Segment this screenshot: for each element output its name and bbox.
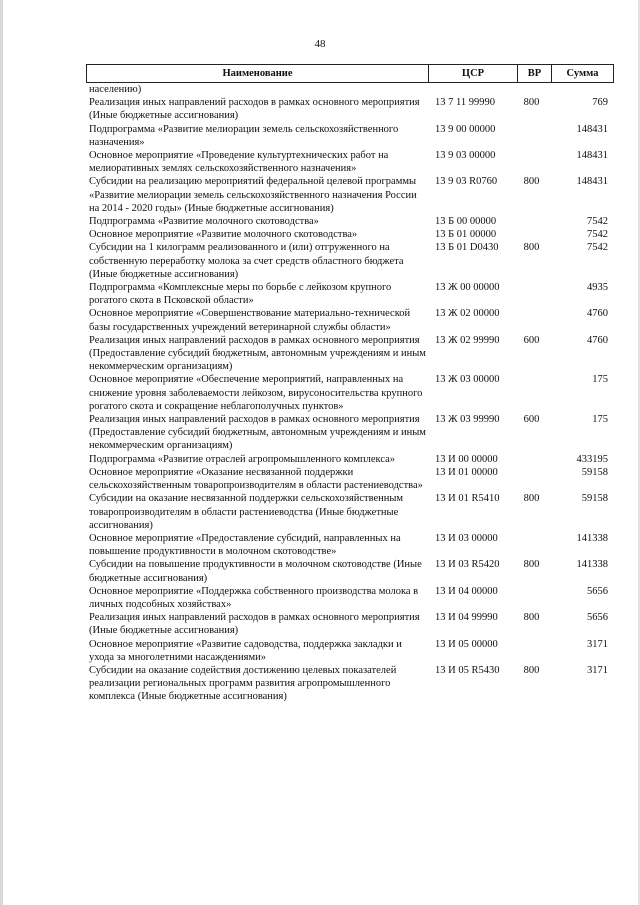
row-csr: 13 И 04 00000 xyxy=(435,585,498,597)
row-name: Реализация иных направлений расходов в рамках основного мероприятия (Иные бюджетные ассигнования) xyxy=(89,612,420,637)
row-sum: 141338 xyxy=(576,532,608,544)
row-sum: 7542 xyxy=(587,229,608,241)
row-name: Субсидии на реализацию мероприятий федеральной целевой программы «Развитие мелиорации земель сельскохозяйственного назначения России на 2014 - 2020 годы» (Иные бюджетные ассигнования) xyxy=(89,176,417,214)
budget-table xyxy=(86,64,614,704)
row-csr: 13 9 03 00000 xyxy=(435,150,496,162)
row-vr: 800 xyxy=(523,559,540,571)
header-csr: ЦСР xyxy=(429,65,518,82)
row-vr xyxy=(515,149,548,175)
row-name: Основное мероприятие «Поддержка собственного производства молока в личных подсобных хозяйствах» xyxy=(89,585,419,610)
row-csr: 13 И 01 00000 xyxy=(435,466,498,478)
row-vr xyxy=(515,281,548,307)
row-vr: 800 xyxy=(523,97,540,109)
row-vr xyxy=(515,638,548,664)
header-sum: Сумма xyxy=(566,68,599,79)
row-vr: 600 xyxy=(523,414,540,426)
table-row xyxy=(86,558,614,584)
row-csr: 13 И 00 00000 xyxy=(435,453,498,465)
row-sum: 59158 xyxy=(581,466,608,478)
row-csr: 13 Ж 03 99990 xyxy=(435,414,500,426)
table-row xyxy=(86,585,614,611)
row-csr: 13 И 05 00000 xyxy=(435,638,498,650)
row-sum: 5656 xyxy=(587,585,608,597)
row-vr xyxy=(515,228,548,241)
table-row xyxy=(86,228,614,241)
table-body xyxy=(86,83,614,704)
scan-edge-left xyxy=(0,0,3,905)
row-csr: 13 И 03 00000 xyxy=(435,532,498,544)
row-vr: 800 xyxy=(523,612,540,624)
row-csr: 13 Б 01 D0430 xyxy=(435,242,499,254)
row-sum: 3171 xyxy=(587,664,608,676)
row-vr xyxy=(515,453,548,466)
row-vr xyxy=(515,83,548,96)
row-name: Субсидии на оказание содействия достижению целевых показателей реализации региональных программ развития агропромышленного комплекса (Иные бюджетные ассигнования) xyxy=(89,664,397,703)
table-row xyxy=(86,83,614,96)
row-csr: 13 Ж 02 00000 xyxy=(435,308,500,320)
row-vr xyxy=(515,307,548,333)
row-sum: 769 xyxy=(592,97,608,109)
row-sum: 175 xyxy=(592,414,608,426)
table-row xyxy=(86,175,614,215)
row-sum xyxy=(548,83,614,96)
table-row xyxy=(86,638,614,664)
row-vr: 800 xyxy=(523,176,540,188)
row-name: Подпрограмма «Развитие отраслей агропромышленного комплекса» xyxy=(89,453,396,465)
row-sum: 148431 xyxy=(576,176,608,188)
row-csr xyxy=(427,83,515,96)
table-row xyxy=(86,123,614,149)
row-csr: 13 Ж 03 00000 xyxy=(435,374,500,386)
row-sum: 141338 xyxy=(576,559,608,571)
row-csr: 13 9 00 00000 xyxy=(435,123,496,135)
row-sum: 59158 xyxy=(581,493,608,505)
row-vr xyxy=(515,123,548,149)
row-sum: 148431 xyxy=(576,150,608,162)
row-sum: 175 xyxy=(592,374,608,386)
row-name: Подпрограмма «Развитие мелиорации земель сельскохозяйственного назначения» xyxy=(89,123,399,148)
table-row xyxy=(86,149,614,175)
table-row xyxy=(86,281,614,307)
table-row xyxy=(86,96,614,122)
row-name: Субсидии на 1 килограмм реализованного и (или) отгруженного на собственную переработку молока за счет средств областного бюджета (Иные бюджетные ассигнования) xyxy=(89,242,404,280)
table-row xyxy=(86,334,614,374)
table-row xyxy=(86,215,614,228)
row-name: Субсидии на повышение продуктивности в молочном скотоводстве (Иные бюджетные ассигнования) xyxy=(89,559,422,584)
header-name: Наименование xyxy=(87,65,429,82)
table-header xyxy=(86,64,614,83)
row-vr: 800 xyxy=(523,242,540,254)
row-name: Основное мероприятие «Оказание несвязанной поддержки сельскохозяйственным товаропроизводителям в области растениеводства» xyxy=(89,466,423,492)
row-vr: 800 xyxy=(523,493,540,505)
table-row xyxy=(86,453,614,466)
row-name: Основное мероприятие «Проведение культуртехнических работ на мелиоративных землях сельскохозяйственного назначения» xyxy=(89,150,389,175)
row-name: Реализация иных направлений расходов в рамках основного мероприятия (Иные бюджетные ассигнования) xyxy=(89,97,420,122)
row-csr: 13 Б 00 00000 xyxy=(435,216,497,228)
table-row xyxy=(86,664,614,704)
row-csr: 13 9 03 R0760 xyxy=(435,176,498,188)
row-name: Реализация иных направлений расходов в рамках основного мероприятия (Предоставление субсидий бюджетным, автономным учреждениям и иным некоммерческим организациям) xyxy=(89,414,426,452)
row-sum: 4935 xyxy=(587,282,608,294)
page-number: 48 xyxy=(314,38,326,50)
row-name: Реализация иных направлений расходов в рамках основного мероприятия (Предоставление субсидий бюджетным, автономным учреждениям и иным некоммерческим организациям) xyxy=(89,334,426,373)
row-csr: 13 И 01 R5410 xyxy=(435,493,500,505)
table-row xyxy=(86,466,614,492)
row-name: Подпрограмма «Комплексные меры по борьбе с лейкозом крупного рогатого скота в Псковской области» xyxy=(89,282,392,307)
row-sum: 433195 xyxy=(576,453,608,465)
row-name: населению) xyxy=(89,84,142,95)
row-name: Основное мероприятие «Обеспечение мероприятий, направленных на снижение уровня заболеваемости лейкозом, вирусоносительства крупного рогатого скота и сокращение неблагополучных пунктов» xyxy=(89,374,423,412)
row-sum: 4760 xyxy=(587,308,608,320)
row-name: Основное мероприятие «Совершенствование материально-технической базы государственных учреждений ветеринарной службы области» xyxy=(89,308,411,333)
header-vr: ВР xyxy=(518,65,552,82)
row-sum: 7542 xyxy=(587,242,608,254)
row-vr: 800 xyxy=(523,664,540,676)
row-sum: 3171 xyxy=(587,638,608,650)
table-row xyxy=(86,532,614,558)
row-vr xyxy=(515,585,548,611)
table-row xyxy=(86,413,614,453)
row-vr: 600 xyxy=(523,334,540,346)
row-csr: 13 И 03 R5420 xyxy=(435,559,500,571)
row-name: Основное мероприятие «Развитие садоводства, поддержка закладки и ухода за многолетними насаждениями» xyxy=(89,638,402,663)
row-csr: 13 Ж 00 00000 xyxy=(435,282,500,294)
row-vr xyxy=(515,373,548,413)
table-row xyxy=(86,492,614,532)
row-sum: 5656 xyxy=(587,612,608,624)
row-sum: 7542 xyxy=(587,216,608,228)
row-name: Субсидии на оказание несвязанной поддержки сельскохозяйственным товаропроизводителям в области растениеводства (Иные бюджетные ассигнования) xyxy=(89,493,404,531)
table-row xyxy=(86,373,614,413)
row-csr: 13 7 11 99990 xyxy=(435,97,495,109)
row-csr: 13 И 04 99990 xyxy=(435,612,498,624)
row-sum: 148431 xyxy=(576,123,608,135)
table-row xyxy=(86,307,614,333)
row-csr: 13 И 05 R5430 xyxy=(435,664,500,676)
row-sum: 4760 xyxy=(587,334,608,346)
table-row xyxy=(86,241,614,281)
row-csr: 13 Б 01 00000 xyxy=(435,229,497,241)
row-vr xyxy=(515,215,548,228)
row-csr: 13 Ж 02 99990 xyxy=(435,334,500,346)
row-vr xyxy=(515,532,548,558)
table-row xyxy=(86,611,614,637)
row-name: Основное мероприятие «Предоставление субсидий, направленных на повышение продуктивности в молочном скотоводстве» xyxy=(89,532,401,558)
row-vr xyxy=(515,466,548,492)
row-name: Основное мероприятие «Развитие молочного скотоводства» xyxy=(89,229,358,241)
row-name: Подпрограмма «Развитие молочного скотоводства» xyxy=(89,216,319,228)
